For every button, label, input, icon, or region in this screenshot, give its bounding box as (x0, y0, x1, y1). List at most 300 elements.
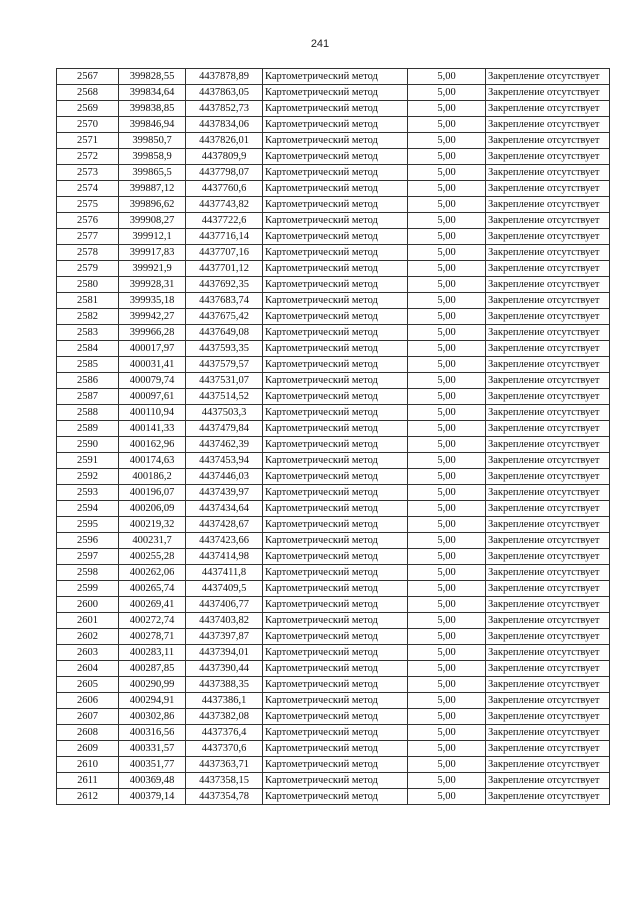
point-number-cell: 2603 (57, 645, 119, 661)
method-cell: Картометрический метод (263, 165, 408, 181)
point-number-cell: 2594 (57, 501, 119, 517)
table-row (57, 741, 610, 757)
point-number-cell: 2577 (57, 229, 119, 245)
fixation-cell: Закрепление отсутствует (486, 597, 610, 613)
method-cell: Картометрический метод (263, 517, 408, 533)
x-coordinate-cell: 400269,41 (119, 597, 186, 613)
error-cell: 5,00 (408, 213, 486, 229)
x-coordinate-cell: 400174,63 (119, 453, 186, 469)
error-cell: 5,00 (408, 261, 486, 277)
x-coordinate-cell: 399917,83 (119, 245, 186, 261)
error-cell: 5,00 (408, 501, 486, 517)
fixation-cell: Закрепление отсутствует (486, 293, 610, 309)
y-coordinate-cell: 4437798,07 (186, 165, 263, 181)
fixation-cell: Закрепление отсутствует (486, 181, 610, 197)
y-coordinate-cell: 4437397,87 (186, 629, 263, 645)
table-row (57, 261, 610, 277)
method-cell: Картометрический метод (263, 469, 408, 485)
y-coordinate-cell: 4437462,39 (186, 437, 263, 453)
table-row (57, 101, 610, 117)
page-number: 241 (310, 38, 330, 50)
y-coordinate-cell: 4437707,16 (186, 245, 263, 261)
error-cell: 5,00 (408, 165, 486, 181)
fixation-cell: Закрепление отсутствует (486, 741, 610, 757)
error-cell: 5,00 (408, 549, 486, 565)
fixation-cell: Закрепление отсутствует (486, 565, 610, 581)
point-number-cell: 2592 (57, 469, 119, 485)
method-cell: Картометрический метод (263, 789, 408, 805)
y-coordinate-cell: 4437683,74 (186, 293, 263, 309)
x-coordinate-cell: 400255,28 (119, 549, 186, 565)
point-number-cell: 2573 (57, 165, 119, 181)
x-coordinate-cell: 399966,28 (119, 325, 186, 341)
fixation-cell: Закрепление отсутствует (486, 165, 610, 181)
y-coordinate-cell: 4437390,44 (186, 661, 263, 677)
point-number-cell: 2575 (57, 197, 119, 213)
error-cell: 5,00 (408, 789, 486, 805)
error-cell: 5,00 (408, 389, 486, 405)
method-cell: Картометрический метод (263, 197, 408, 213)
method-cell: Картометрический метод (263, 293, 408, 309)
method-cell: Картометрический метод (263, 181, 408, 197)
y-coordinate-cell: 4437826,01 (186, 133, 263, 149)
fixation-cell: Закрепление отсутствует (486, 533, 610, 549)
error-cell: 5,00 (408, 325, 486, 341)
table-row (57, 149, 610, 165)
fixation-cell: Закрепление отсутствует (486, 309, 610, 325)
y-coordinate-cell: 4437409,5 (186, 581, 263, 597)
y-coordinate-cell: 4437716,14 (186, 229, 263, 245)
x-coordinate-cell: 400265,74 (119, 581, 186, 597)
fixation-cell: Закрепление отсутствует (486, 197, 610, 213)
error-cell: 5,00 (408, 405, 486, 421)
y-coordinate-cell: 4437363,71 (186, 757, 263, 773)
x-coordinate-cell: 399908,27 (119, 213, 186, 229)
table-row (57, 757, 610, 773)
x-coordinate-cell: 399838,85 (119, 101, 186, 117)
table-row (57, 213, 610, 229)
fixation-cell: Закрепление отсутствует (486, 277, 610, 293)
x-coordinate-cell: 399858,9 (119, 149, 186, 165)
fixation-cell: Закрепление отсутствует (486, 229, 610, 245)
x-coordinate-cell: 400196,07 (119, 485, 186, 501)
table-row (57, 549, 610, 565)
table-row (57, 645, 610, 661)
fixation-cell: Закрепление отсутствует (486, 501, 610, 517)
method-cell: Картометрический метод (263, 661, 408, 677)
fixation-cell: Закрепление отсутствует (486, 373, 610, 389)
error-cell: 5,00 (408, 661, 486, 677)
fixation-cell: Закрепление отсутствует (486, 149, 610, 165)
error-cell: 5,00 (408, 421, 486, 437)
error-cell: 5,00 (408, 645, 486, 661)
x-coordinate-cell: 400141,33 (119, 421, 186, 437)
x-coordinate-cell: 400351,77 (119, 757, 186, 773)
fixation-cell: Закрепление отсутствует (486, 133, 610, 149)
method-cell: Картометрический метод (263, 373, 408, 389)
table-row (57, 405, 610, 421)
method-cell: Картометрический метод (263, 405, 408, 421)
method-cell: Картометрический метод (263, 117, 408, 133)
x-coordinate-cell: 400262,06 (119, 565, 186, 581)
error-cell: 5,00 (408, 581, 486, 597)
error-cell: 5,00 (408, 453, 486, 469)
method-cell: Картометрический метод (263, 629, 408, 645)
table-row (57, 325, 610, 341)
error-cell: 5,00 (408, 357, 486, 373)
x-coordinate-cell: 400097,61 (119, 389, 186, 405)
method-cell: Картометрический метод (263, 85, 408, 101)
fixation-cell: Закрепление отсутствует (486, 469, 610, 485)
x-coordinate-cell: 400278,71 (119, 629, 186, 645)
method-cell: Картометрический метод (263, 101, 408, 117)
table-row (57, 277, 610, 293)
error-cell: 5,00 (408, 725, 486, 741)
y-coordinate-cell: 4437394,01 (186, 645, 263, 661)
fixation-cell: Закрепление отсутствует (486, 677, 610, 693)
y-coordinate-cell: 4437446,03 (186, 469, 263, 485)
point-number-cell: 2600 (57, 597, 119, 613)
error-cell: 5,00 (408, 677, 486, 693)
table-row (57, 165, 610, 181)
fixation-cell: Закрепление отсутствует (486, 213, 610, 229)
y-coordinate-cell: 4437675,42 (186, 309, 263, 325)
y-coordinate-cell: 4437649,08 (186, 325, 263, 341)
x-coordinate-cell: 400031,41 (119, 357, 186, 373)
fixation-cell: Закрепление отсутствует (486, 549, 610, 565)
method-cell: Картометрический метод (263, 693, 408, 709)
table-row (57, 725, 610, 741)
table-row (57, 661, 610, 677)
point-number-cell: 2611 (57, 773, 119, 789)
error-cell: 5,00 (408, 437, 486, 453)
error-cell: 5,00 (408, 565, 486, 581)
method-cell: Картометрический метод (263, 261, 408, 277)
error-cell: 5,00 (408, 469, 486, 485)
y-coordinate-cell: 4437503,3 (186, 405, 263, 421)
method-cell: Картометрический метод (263, 277, 408, 293)
error-cell: 5,00 (408, 133, 486, 149)
table-row (57, 373, 610, 389)
table-row (57, 469, 610, 485)
method-cell: Картометрический метод (263, 133, 408, 149)
point-number-cell: 2584 (57, 341, 119, 357)
method-cell: Картометрический метод (263, 149, 408, 165)
method-cell: Картометрический метод (263, 341, 408, 357)
table-row (57, 293, 610, 309)
table-row (57, 357, 610, 373)
fixation-cell: Закрепление отсутствует (486, 437, 610, 453)
x-coordinate-cell: 400162,96 (119, 437, 186, 453)
table-row (57, 389, 610, 405)
y-coordinate-cell: 4437701,12 (186, 261, 263, 277)
fixation-cell: Закрепление отсутствует (486, 629, 610, 645)
error-cell: 5,00 (408, 613, 486, 629)
table-row (57, 341, 610, 357)
point-number-cell: 2582 (57, 309, 119, 325)
point-number-cell: 2580 (57, 277, 119, 293)
table-row (57, 229, 610, 245)
x-coordinate-cell: 399828,55 (119, 69, 186, 85)
table-row (57, 437, 610, 453)
table-row (57, 245, 610, 261)
y-coordinate-cell: 4437593,35 (186, 341, 263, 357)
point-number-cell: 2581 (57, 293, 119, 309)
table-row (57, 197, 610, 213)
fixation-cell: Закрепление отсутствует (486, 693, 610, 709)
point-number-cell: 2591 (57, 453, 119, 469)
method-cell: Картометрический метод (263, 725, 408, 741)
y-coordinate-cell: 4437809,9 (186, 149, 263, 165)
method-cell: Картометрический метод (263, 421, 408, 437)
error-cell: 5,00 (408, 181, 486, 197)
error-cell: 5,00 (408, 197, 486, 213)
fixation-cell: Закрепление отсутствует (486, 357, 610, 373)
error-cell: 5,00 (408, 245, 486, 261)
table-row (57, 677, 610, 693)
x-coordinate-cell: 399942,27 (119, 309, 186, 325)
point-number-cell: 2612 (57, 789, 119, 805)
method-cell: Картометрический метод (263, 501, 408, 517)
method-cell: Картометрический метод (263, 741, 408, 757)
x-coordinate-cell: 400283,11 (119, 645, 186, 661)
y-coordinate-cell: 4437414,98 (186, 549, 263, 565)
table-row (57, 117, 610, 133)
fixation-cell: Закрепление отсутствует (486, 453, 610, 469)
y-coordinate-cell: 4437579,57 (186, 357, 263, 373)
point-number-cell: 2608 (57, 725, 119, 741)
error-cell: 5,00 (408, 69, 486, 85)
y-coordinate-cell: 4437403,82 (186, 613, 263, 629)
fixation-cell: Закрепление отсутствует (486, 773, 610, 789)
table-row (57, 789, 610, 805)
method-cell: Картометрический метод (263, 245, 408, 261)
table-row (57, 693, 610, 709)
y-coordinate-cell: 4437358,15 (186, 773, 263, 789)
error-cell: 5,00 (408, 693, 486, 709)
table-row (57, 581, 610, 597)
coordinates-table (56, 68, 610, 805)
fixation-cell: Закрепление отсутствует (486, 405, 610, 421)
table-row (57, 773, 610, 789)
method-cell: Картометрический метод (263, 757, 408, 773)
y-coordinate-cell: 4437514,52 (186, 389, 263, 405)
error-cell: 5,00 (408, 85, 486, 101)
point-number-cell: 2576 (57, 213, 119, 229)
point-number-cell: 2587 (57, 389, 119, 405)
y-coordinate-cell: 4437434,64 (186, 501, 263, 517)
error-cell: 5,00 (408, 517, 486, 533)
point-number-cell: 2599 (57, 581, 119, 597)
table-row (57, 709, 610, 725)
fixation-cell: Закрепление отсутствует (486, 117, 610, 133)
x-coordinate-cell: 399887,12 (119, 181, 186, 197)
method-cell: Картометрический метод (263, 597, 408, 613)
fixation-cell: Закрепление отсутствует (486, 85, 610, 101)
y-coordinate-cell: 4437370,6 (186, 741, 263, 757)
table-row (57, 517, 610, 533)
error-cell: 5,00 (408, 101, 486, 117)
point-number-cell: 2590 (57, 437, 119, 453)
fixation-cell: Закрепление отсутствует (486, 725, 610, 741)
error-cell: 5,00 (408, 741, 486, 757)
point-number-cell: 2585 (57, 357, 119, 373)
y-coordinate-cell: 4437428,67 (186, 517, 263, 533)
fixation-cell: Закрепление отсутствует (486, 101, 610, 117)
point-number-cell: 2570 (57, 117, 119, 133)
table-row (57, 309, 610, 325)
method-cell: Картометрический метод (263, 773, 408, 789)
error-cell: 5,00 (408, 597, 486, 613)
y-coordinate-cell: 4437411,8 (186, 565, 263, 581)
point-number-cell: 2610 (57, 757, 119, 773)
point-number-cell: 2606 (57, 693, 119, 709)
error-cell: 5,00 (408, 485, 486, 501)
fixation-cell: Закрепление отсутствует (486, 421, 610, 437)
point-number-cell: 2602 (57, 629, 119, 645)
y-coordinate-cell: 4437852,73 (186, 101, 263, 117)
x-coordinate-cell: 400290,99 (119, 677, 186, 693)
fixation-cell: Закрепление отсутствует (486, 517, 610, 533)
point-number-cell: 2593 (57, 485, 119, 501)
fixation-cell: Закрепление отсутствует (486, 389, 610, 405)
x-coordinate-cell: 400294,91 (119, 693, 186, 709)
method-cell: Картометрический метод (263, 453, 408, 469)
point-number-cell: 2583 (57, 325, 119, 341)
table-row (57, 421, 610, 437)
y-coordinate-cell: 4437878,89 (186, 69, 263, 85)
error-cell: 5,00 (408, 309, 486, 325)
table-row (57, 453, 610, 469)
method-cell: Картометрический метод (263, 229, 408, 245)
point-number-cell: 2579 (57, 261, 119, 277)
fixation-cell: Закрепление отсутствует (486, 261, 610, 277)
method-cell: Картометрический метод (263, 645, 408, 661)
x-coordinate-cell: 399921,9 (119, 261, 186, 277)
x-coordinate-cell: 400379,14 (119, 789, 186, 805)
point-number-cell: 2569 (57, 101, 119, 117)
y-coordinate-cell: 4437692,35 (186, 277, 263, 293)
table-row (57, 597, 610, 613)
x-coordinate-cell: 400302,86 (119, 709, 186, 725)
table-row (57, 501, 610, 517)
point-number-cell: 2568 (57, 85, 119, 101)
point-number-cell: 2571 (57, 133, 119, 149)
point-number-cell: 2567 (57, 69, 119, 85)
table-row (57, 613, 610, 629)
point-number-cell: 2574 (57, 181, 119, 197)
table-row (57, 69, 610, 85)
table-row (57, 533, 610, 549)
point-number-cell: 2609 (57, 741, 119, 757)
point-number-cell: 2596 (57, 533, 119, 549)
table-row (57, 629, 610, 645)
method-cell: Картометрический метод (263, 613, 408, 629)
x-coordinate-cell: 399865,5 (119, 165, 186, 181)
x-coordinate-cell: 399850,7 (119, 133, 186, 149)
point-number-cell: 2586 (57, 373, 119, 389)
table-row (57, 85, 610, 101)
y-coordinate-cell: 4437834,06 (186, 117, 263, 133)
y-coordinate-cell: 4437423,66 (186, 533, 263, 549)
error-cell: 5,00 (408, 341, 486, 357)
fixation-cell: Закрепление отсутствует (486, 485, 610, 501)
error-cell: 5,00 (408, 373, 486, 389)
x-coordinate-cell: 400186,2 (119, 469, 186, 485)
x-coordinate-cell: 399928,31 (119, 277, 186, 293)
error-cell: 5,00 (408, 229, 486, 245)
method-cell: Картометрический метод (263, 389, 408, 405)
table-row (57, 133, 610, 149)
x-coordinate-cell: 400110,94 (119, 405, 186, 421)
coordinates-table-body (57, 69, 610, 805)
y-coordinate-cell: 4437479,84 (186, 421, 263, 437)
error-cell: 5,00 (408, 117, 486, 133)
point-number-cell: 2598 (57, 565, 119, 581)
error-cell: 5,00 (408, 773, 486, 789)
method-cell: Картометрический метод (263, 677, 408, 693)
point-number-cell: 2578 (57, 245, 119, 261)
x-coordinate-cell: 400331,57 (119, 741, 186, 757)
fixation-cell: Закрепление отсутствует (486, 645, 610, 661)
point-number-cell: 2597 (57, 549, 119, 565)
point-number-cell: 2572 (57, 149, 119, 165)
y-coordinate-cell: 4437453,94 (186, 453, 263, 469)
y-coordinate-cell: 4437406,77 (186, 597, 263, 613)
y-coordinate-cell: 4437439,97 (186, 485, 263, 501)
error-cell: 5,00 (408, 757, 486, 773)
y-coordinate-cell: 4437382,08 (186, 709, 263, 725)
method-cell: Картометрический метод (263, 485, 408, 501)
fixation-cell: Закрепление отсутствует (486, 613, 610, 629)
x-coordinate-cell: 400287,85 (119, 661, 186, 677)
fixation-cell: Закрепление отсутствует (486, 661, 610, 677)
y-coordinate-cell: 4437760,6 (186, 181, 263, 197)
y-coordinate-cell: 4437743,82 (186, 197, 263, 213)
table-row (57, 181, 610, 197)
point-number-cell: 2605 (57, 677, 119, 693)
y-coordinate-cell: 4437863,05 (186, 85, 263, 101)
fixation-cell: Закрепление отсутствует (486, 341, 610, 357)
method-cell: Картометрический метод (263, 437, 408, 453)
error-cell: 5,00 (408, 709, 486, 725)
y-coordinate-cell: 4437722,6 (186, 213, 263, 229)
point-number-cell: 2604 (57, 661, 119, 677)
y-coordinate-cell: 4437386,1 (186, 693, 263, 709)
fixation-cell: Закрепление отсутствует (486, 709, 610, 725)
method-cell: Картометрический метод (263, 533, 408, 549)
point-number-cell: 2588 (57, 405, 119, 421)
method-cell: Картометрический метод (263, 309, 408, 325)
fixation-cell: Закрепление отсутствует (486, 245, 610, 261)
error-cell: 5,00 (408, 277, 486, 293)
method-cell: Картометрический метод (263, 549, 408, 565)
fixation-cell: Закрепление отсутствует (486, 325, 610, 341)
error-cell: 5,00 (408, 533, 486, 549)
method-cell: Картометрический метод (263, 565, 408, 581)
method-cell: Картометрический метод (263, 213, 408, 229)
x-coordinate-cell: 399912,1 (119, 229, 186, 245)
x-coordinate-cell: 399935,18 (119, 293, 186, 309)
table-row (57, 485, 610, 501)
x-coordinate-cell: 400316,56 (119, 725, 186, 741)
x-coordinate-cell: 400369,48 (119, 773, 186, 789)
x-coordinate-cell: 399896,62 (119, 197, 186, 213)
y-coordinate-cell: 4437376,4 (186, 725, 263, 741)
error-cell: 5,00 (408, 149, 486, 165)
y-coordinate-cell: 4437354,78 (186, 789, 263, 805)
fixation-cell: Закрепление отсутствует (486, 581, 610, 597)
